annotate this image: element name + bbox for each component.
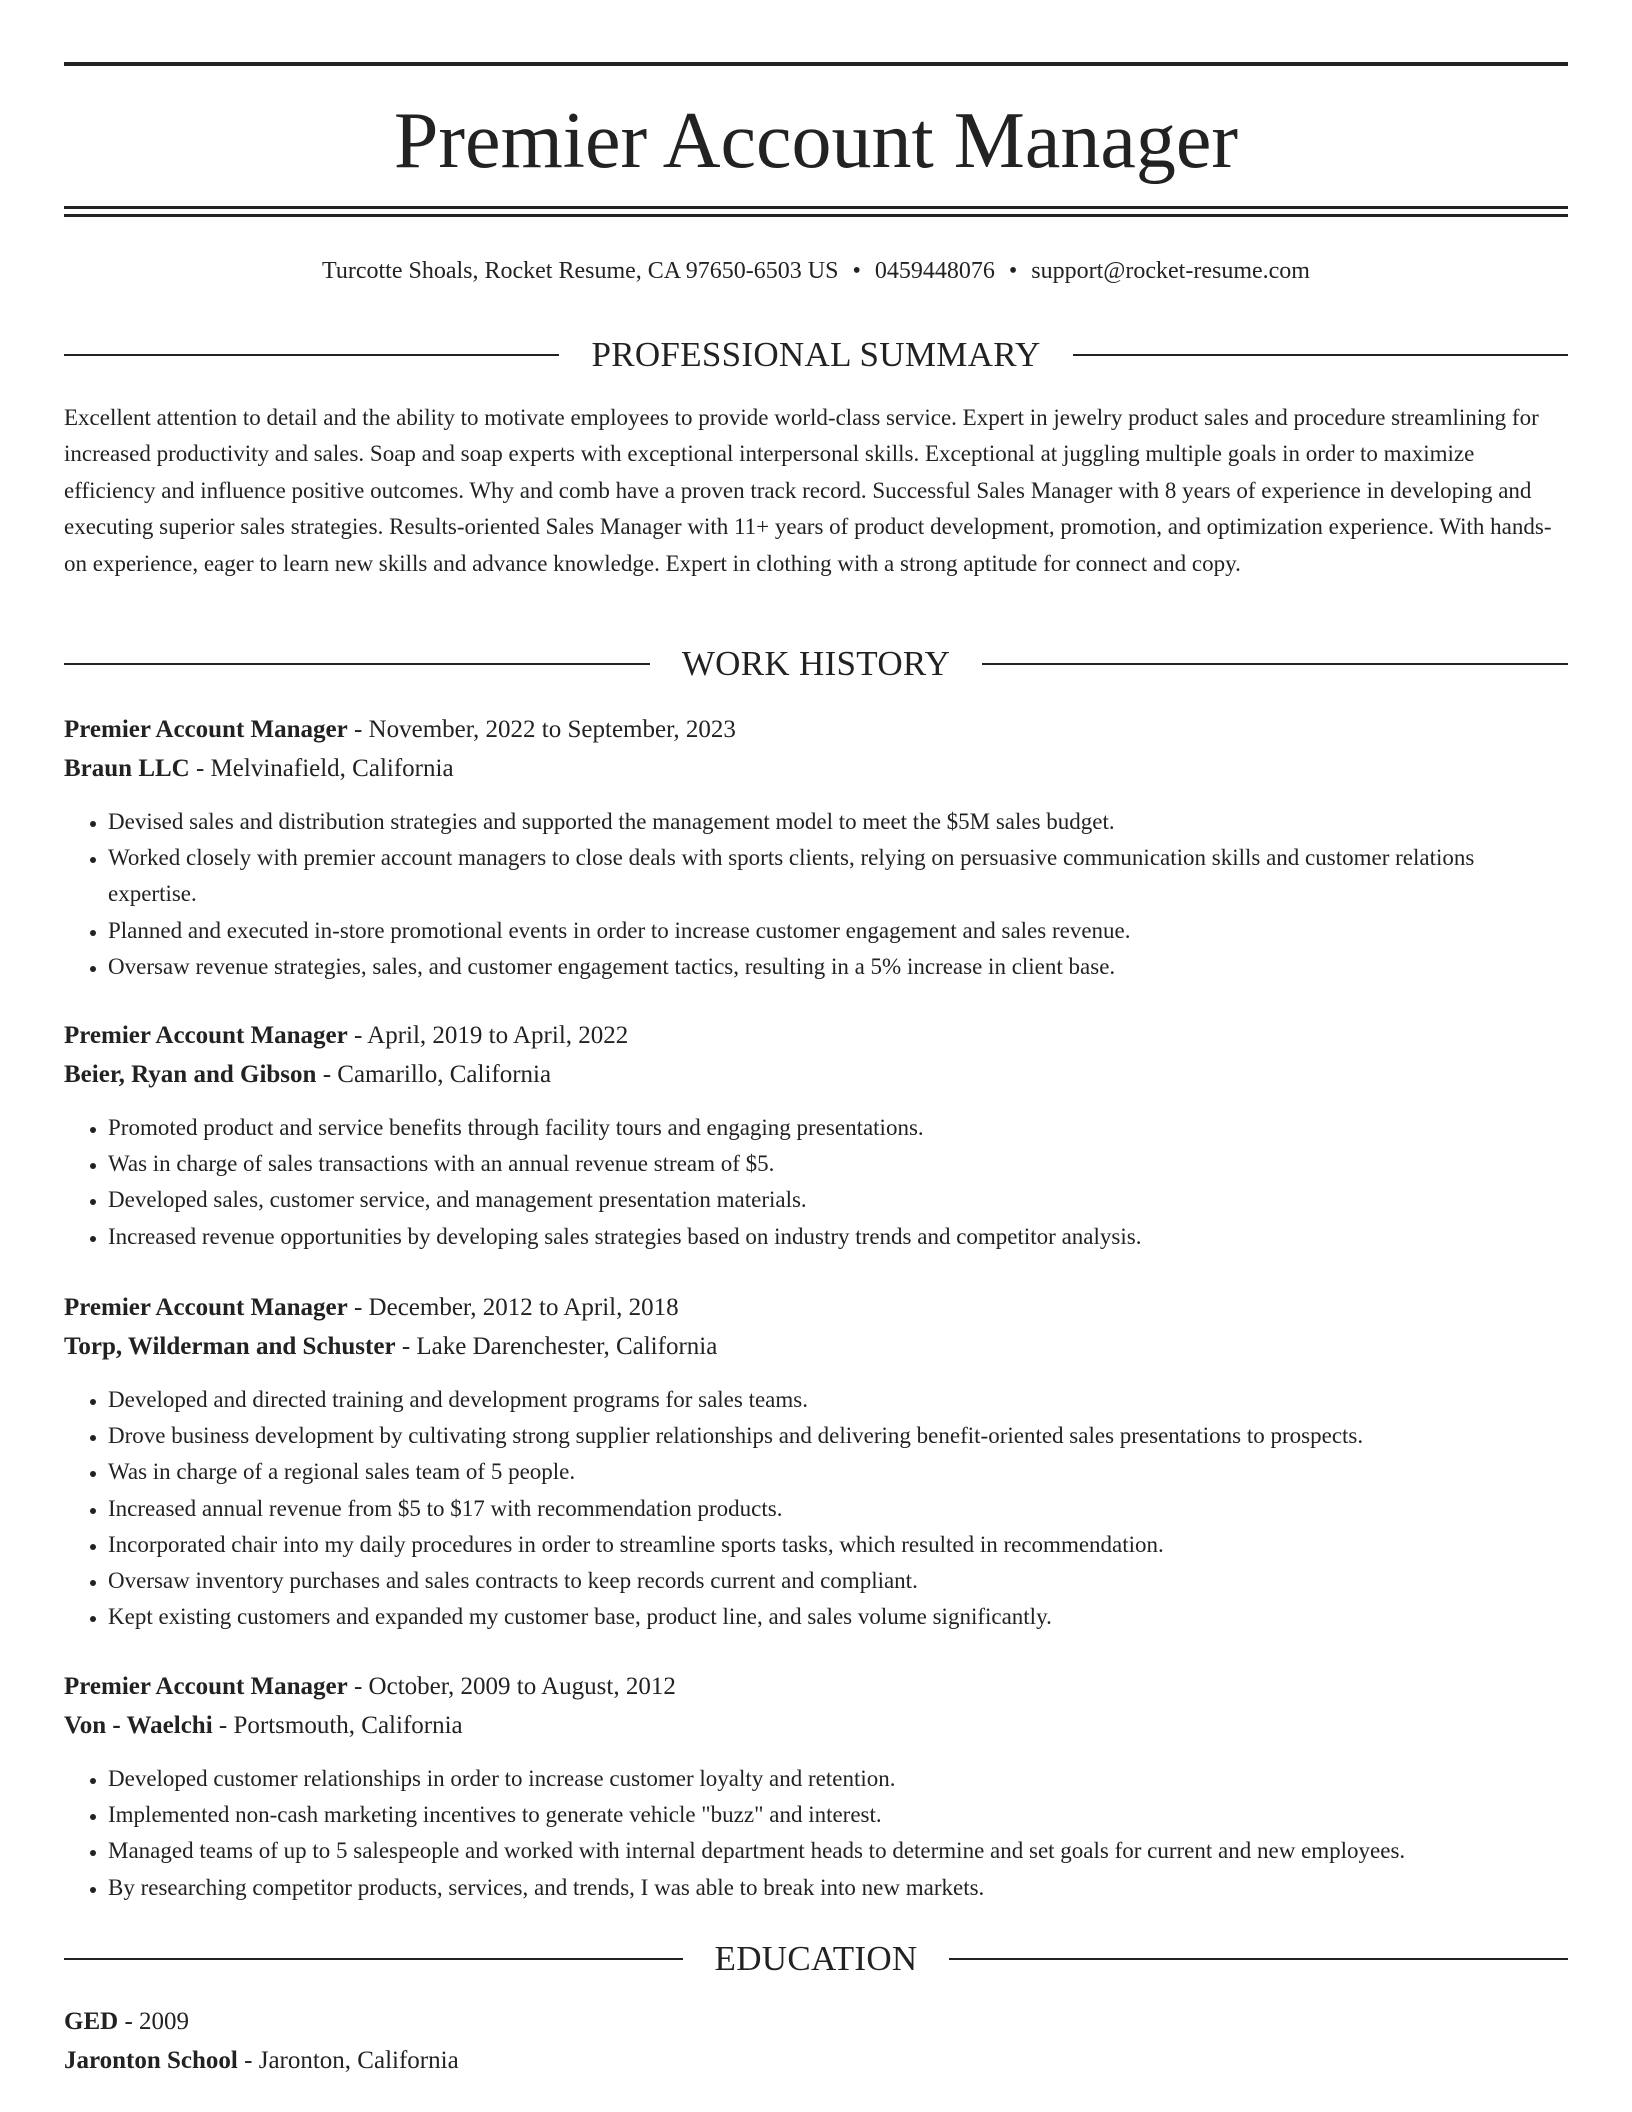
job-location: - Portsmouth, California (212, 1712, 463, 1739)
job-location: - Lake Darenchester, California (395, 1333, 718, 1360)
resume-name: Premier Account Manager (393, 97, 1239, 185)
job-bullets (64, 1382, 1568, 1635)
job-bullet: • Oversaw inventory purchases and sales contracts to keep records current and compliant. (108, 1563, 1568, 1599)
header-double-rule-upper (64, 206, 1568, 209)
job-title: Premier Account Manager (64, 1022, 348, 1049)
job-company-line (64, 1056, 1568, 1094)
contact-email: support@rocket-resume.com (1031, 258, 1310, 284)
section-rule-left (64, 663, 650, 665)
header-top-rule (64, 62, 1568, 66)
section-rule-left (64, 354, 559, 356)
job-bullet: • Developed customer relationships in order to increase customer loyalty and retention. (108, 1761, 1568, 1797)
job-company-line (64, 750, 1568, 788)
job-bullet: • Developed and directed training and development programs for sales teams. (108, 1382, 1568, 1418)
job-bullet: • Was in charge of a regional sales team of 5 people. (108, 1454, 1568, 1490)
job-dates: - October, 2009 to August, 2012 (347, 1673, 676, 1700)
job-company-line (64, 1328, 1568, 1366)
job-bullet: • Incorporated chair into my daily procedures in order to streamline sports tasks, which resulted in recommendation. (108, 1527, 1568, 1563)
job-location: - Camarillo, California (316, 1061, 552, 1088)
job-company: Beier, Ryan and Gibson (64, 1061, 317, 1088)
job-bullet: • Managed teams of up to 5 salespeople and worked with internal department heads to determine and set goals for current and new employees. (108, 1833, 1568, 1869)
job-title-line (64, 711, 1568, 749)
job-bullet: • Developed sales, customer service, and management presentation materials. (108, 1182, 1568, 1218)
section-header-work-history (64, 642, 1568, 686)
education-entry (64, 2002, 1568, 2080)
job-bullet: • Promoted product and service benefits through facility tours and engaging presentations. (108, 1110, 1568, 1146)
job-bullets (64, 1110, 1568, 1255)
section-rule-right (1073, 354, 1568, 356)
section-title-work-history: WORK HISTORY (681, 644, 951, 683)
education-school-line (64, 2041, 1568, 2080)
summary-text: Excellent attention to detail and the ability to motivate employees to provide world-class service. Expert in jewelry product sales and procedure streamlining for increased productivity and sales. Soap and soap experts with exceptional interpersonal skills. Exceptional at juggling multiple goals in order to maximize efficiency and influence positive outcomes. Why and comb have a proven track record. Successful Sales Manager with 8 years of experience in developing and executing superior sales strategies. Results-oriented Sales Manager with 11+ years of product development, promotion, and optimization experience. With hands-on experience, eager to learn new skills and advance knowledge. Expert in clothing with a strong aptitude for connect and copy. (64, 405, 1552, 576)
section-rule-right (982, 663, 1568, 665)
job-bullet: • Increased revenue opportunities by developing sales strategies based on industry trends and competitor analysis. (108, 1219, 1568, 1255)
job-title-line (64, 1017, 1568, 1055)
job-dates: - November, 2022 to September, 2023 (347, 716, 736, 743)
section-header-education (64, 1937, 1568, 1981)
job-title-line (64, 1668, 1568, 1706)
job-bullet: • Drove business development by cultivating strong supplier relationships and delivering benefit-oriented sales presentations to prospects. (108, 1418, 1568, 1454)
section-title-summary: PROFESSIONAL SUMMARY (591, 335, 1041, 374)
contact-separator: • (1008, 258, 1018, 284)
header-double-rule-lower (64, 214, 1568, 217)
job-bullet: • Implemented non-cash marketing incentives to generate vehicle "buzz" and interest. (108, 1797, 1568, 1833)
education-degree-line (64, 2002, 1568, 2041)
job-entry (64, 1289, 1568, 1635)
section-title-education: EDUCATION (714, 1939, 918, 1978)
contact-phone: 0459448076 (874, 258, 995, 284)
job-bullet: • Planned and executed in-store promotional events in order to increase customer engagement and sales revenue. (108, 913, 1568, 949)
job-entry (64, 1017, 1568, 1255)
job-bullet: • By researching competitor products, services, and trends, I was able to break into new markets. (108, 1870, 1568, 1906)
job-bullet: • Oversaw revenue strategies, sales, and customer engagement tactics, resulting in a 5% increase in client base. (108, 949, 1568, 985)
job-bullet: • Was in charge of sales transactions with an annual revenue stream of $5. (108, 1146, 1568, 1182)
job-entry (64, 1668, 1568, 1906)
job-title: Premier Account Manager (64, 1294, 348, 1321)
section-rule-left (64, 1958, 683, 1960)
job-dates: - December, 2012 to April, 2018 (347, 1294, 679, 1321)
job-company: Von - Waelchi (64, 1712, 213, 1739)
job-title: Premier Account Manager (64, 1673, 348, 1700)
job-title: Premier Account Manager (64, 716, 348, 743)
job-dates: - April, 2019 to April, 2022 (347, 1022, 629, 1049)
contact-address: Turcotte Shoals, Rocket Resume, CA 97650-6503 US (322, 258, 839, 284)
job-company-line (64, 1707, 1568, 1745)
job-bullet: • Increased annual revenue from $5 to $17 with recommendation products. (108, 1491, 1568, 1527)
job-entry (64, 711, 1568, 985)
job-bullet: • Kept existing customers and expanded my customer base, product line, and sales volume significantly. (108, 1599, 1568, 1635)
job-bullets (64, 1761, 1568, 1906)
education-location: - Jaronton, California (237, 2047, 459, 2074)
job-location: - Melvinafield, California (189, 755, 454, 782)
job-title-line (64, 1289, 1568, 1327)
job-company: Braun LLC (64, 755, 190, 782)
contact-line (64, 254, 1568, 288)
job-bullets (64, 804, 1568, 985)
education-school: Jaronton School (64, 2047, 238, 2074)
section-rule-right (949, 1958, 1568, 1960)
job-bullet: • Worked closely with premier account managers to close deals with sports clients, relying on persuasive communication skills and customer relations expertise. (108, 840, 1568, 912)
job-bullet: • Devised sales and distribution strategies and supported the management model to meet the $5M sales budget. (108, 804, 1568, 840)
education-year: - 2009 (118, 2008, 190, 2035)
contact-separator: • (852, 258, 861, 284)
section-header-summary (64, 333, 1568, 377)
job-company: Torp, Wilderman and Schuster (64, 1333, 396, 1360)
education-degree: GED (64, 2008, 119, 2035)
